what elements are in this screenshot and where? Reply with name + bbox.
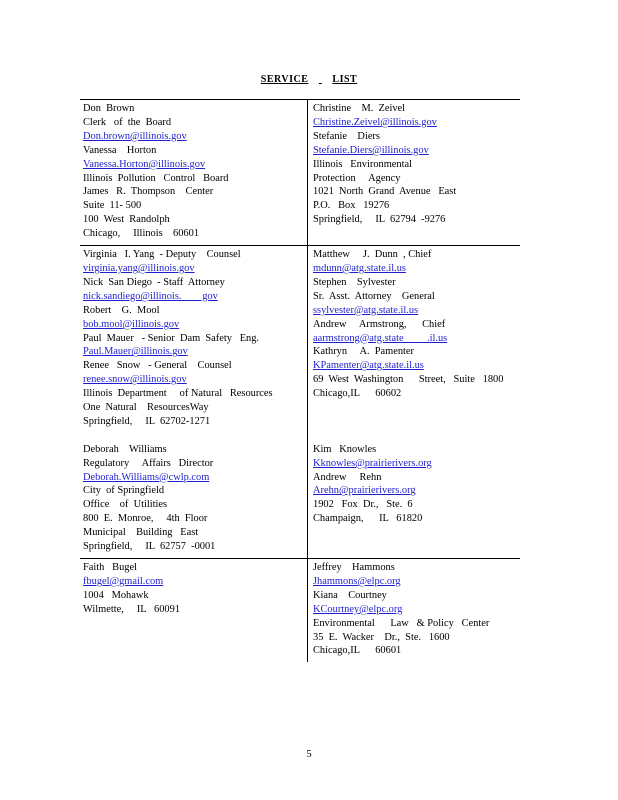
contact-line: 100 West Randolph: [83, 214, 170, 226]
contact-line: Environmental Law & Policy Center: [313, 617, 490, 629]
email-link[interactable]: KCourtney@elpc.org: [313, 603, 403, 615]
spacer-line: [83, 429, 307, 443]
contact-line: 1902 Fox Dr., Ste. 6: [313, 499, 413, 511]
contact-line: Stephen Sylvester: [313, 276, 396, 288]
email-link[interactable]: mdunn@atg.state.il.us: [313, 262, 406, 274]
contact-line: Kathryn A. Pamenter: [313, 346, 414, 358]
contact-line: Jeffrey Hammons: [313, 561, 395, 573]
email-link[interactable]: Vanessa.Horton@illinois.gov: [83, 158, 206, 170]
contact-line: Illinois Pollution Control Board: [83, 172, 229, 184]
contact-cell-left: [80, 246, 308, 558]
contact-line: 35 E. Wacker Dr., Ste. 1600: [313, 631, 450, 643]
spacer-line: [313, 415, 520, 429]
title-gap: [308, 74, 332, 85]
email-link[interactable]: Deborah.Williams@cwlp.com: [83, 471, 210, 483]
contact-line: Kim Knowles: [313, 443, 377, 455]
contact-line: Don Brown: [83, 103, 135, 114]
contact-line: One Natural ResourcesWay: [83, 402, 209, 414]
service-list-row: [80, 558, 520, 662]
contact-line: Robert G. Mool: [83, 304, 160, 316]
contact-cell-left: [80, 559, 308, 662]
contact-line: Springfield, IL 62757 -0001: [83, 541, 216, 553]
title-word-service: SERVICE: [260, 74, 309, 85]
page-number: 5: [306, 749, 312, 760]
contact-line: Illinois Department of Natural Resources: [83, 388, 273, 400]
email-link[interactable]: fbugel@gmail.com: [83, 575, 164, 587]
contact-line: 800 E. Monroe, 4th Floor: [83, 513, 208, 525]
contact-cell-right: [308, 559, 520, 662]
contact-line: Stefanie Diers: [313, 130, 380, 142]
email-link[interactable]: Arehn@prairierivers.org: [313, 485, 416, 497]
contact-line: Chicago, Illinois 60601: [83, 228, 200, 240]
contact-line: 1021 North Grand Avenue East: [313, 186, 457, 198]
service-list-row: [80, 99, 520, 245]
contact-line: Matthew J. Dunn , Chief: [313, 249, 432, 261]
contact-line: Springfield, IL 62794 -9276: [313, 214, 446, 226]
title-word-list: LIST: [332, 74, 358, 85]
email-link[interactable]: bob.mool@illinois.gov: [83, 318, 180, 330]
email-link[interactable]: ssylvester@atg.state.il.us: [313, 304, 419, 316]
contact-line: Faith Bugel: [83, 561, 137, 573]
contact-line: Deborah Williams: [83, 443, 167, 455]
contact-line: Paul Mauer - Senior Dam Safety Eng.: [83, 332, 260, 344]
contact-line: Chicago,IL 60601: [313, 645, 402, 657]
contact-line: 1004 Mohawk: [83, 589, 149, 601]
contact-line: Chicago,IL 60602: [313, 388, 402, 400]
email-link[interactable]: renee.snow@illinois.gov: [83, 374, 187, 386]
contact-line: Andrew Rehn: [313, 471, 382, 483]
service-list-table: [80, 99, 520, 662]
contact-line: Virginia I. Yang - Deputy Counsel: [83, 249, 241, 261]
contact-line: Suite 11- 500: [83, 200, 142, 212]
contact-line: City of Springfield: [83, 485, 165, 497]
email-link[interactable]: Jhammons@elpc.org: [313, 575, 401, 587]
contact-line: Christine M. Zeivel: [313, 103, 406, 114]
page-title: [0, 74, 618, 85]
contact-line: Illinois Environmental: [313, 158, 412, 170]
contact-line: Vanessa Horton: [83, 144, 157, 156]
contact-line: Sr. Asst. Attorney General: [313, 290, 435, 302]
contact-line: Wilmette, IL 60091: [83, 603, 181, 615]
contact-line: Regulatory Affairs Director: [83, 457, 214, 469]
contact-line: Municipal Building East: [83, 527, 199, 539]
spacer-line: [313, 401, 520, 415]
contact-line: Springfield, IL 62702-1271: [83, 415, 211, 427]
contact-line: Andrew Armstrong, Chief: [313, 318, 446, 330]
contact-line: Office of Utilities: [83, 499, 168, 511]
spacer-line: [313, 429, 520, 443]
contact-line: Nick San Diego - Staff Attorney: [83, 276, 225, 288]
contact-line: P.O. Box 19276: [313, 200, 390, 212]
email-link[interactable]: nick.sandiego@illinois. gov: [83, 290, 218, 302]
contact-cell-left: [80, 100, 308, 245]
email-link[interactable]: Stefanie.Diers@illinois.gov: [313, 144, 429, 156]
email-link[interactable]: virginia.yang@illinois.gov: [83, 262, 195, 274]
email-link[interactable]: Paul.Mauer@illinois.gov: [83, 346, 188, 358]
contact-cell-right: [308, 246, 520, 558]
contact-cell-right: [308, 100, 520, 245]
contact-line: Clerk of the Board: [83, 116, 172, 128]
contact-line: 69 West Washington Street, Suite 1800: [313, 374, 504, 386]
email-link[interactable]: Kknowles@prairierivers.org: [313, 457, 432, 469]
email-link[interactable]: aarmstrong@atg.state .il.us: [313, 332, 448, 344]
contact-line: Protection Agency: [313, 172, 401, 184]
email-link[interactable]: Don.brown@illinois.gov: [83, 130, 187, 142]
service-list-row: [80, 245, 520, 558]
email-link[interactable]: KPamenter@atg.state.il.us: [313, 360, 424, 372]
contact-line: Renee Snow - General Counsel: [83, 360, 232, 372]
email-link[interactable]: Christine.Zeivel@illinois.gov: [313, 116, 437, 128]
contact-line: Kiana Courtney: [313, 589, 387, 601]
contact-line: Champaign, IL 61820: [313, 513, 423, 525]
contact-line: James R. Thompson Center: [83, 186, 214, 198]
